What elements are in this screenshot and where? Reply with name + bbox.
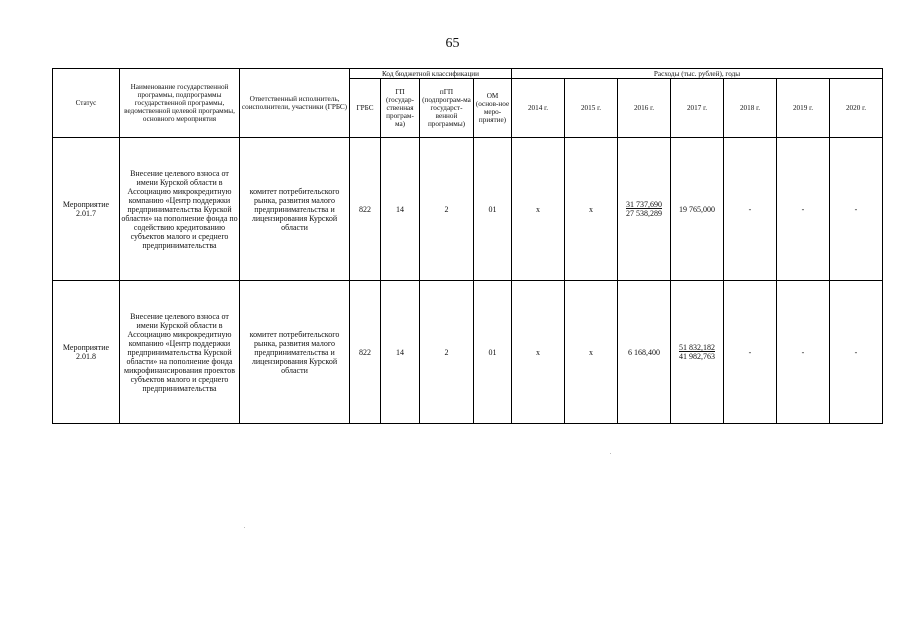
row-year-2018: - — [724, 281, 777, 424]
row-year-2014: х — [512, 281, 565, 424]
row-year-2018: - — [724, 138, 777, 281]
row-year-2020: - — [830, 281, 883, 424]
row-year-2014: х — [512, 138, 565, 281]
header-year-2015: 2015 г. — [565, 79, 618, 138]
row-status: Мероприятие 2.01.7 — [53, 138, 120, 281]
header-grbs: ГРБС — [350, 79, 381, 138]
row-year-2020: - — [830, 138, 883, 281]
header-name: Наименование государственной программы, подпрограммы государственной программы, ведомственной целевой программы, основного мероприятия — [120, 69, 240, 138]
header-gp: ГП (государ-ственная програм-ма) — [381, 79, 420, 138]
header-year-2017: 2017 г. — [671, 79, 724, 138]
table-row — [53, 138, 883, 281]
row-pgp: 2 — [420, 138, 474, 281]
row-year-2019: - — [777, 138, 830, 281]
scan-speck — [244, 527, 245, 528]
row-year-2015: х — [565, 138, 618, 281]
table-row — [53, 281, 883, 424]
header-year-2016: 2016 г. — [618, 79, 671, 138]
row-om: 01 — [474, 281, 512, 424]
row-status: Мероприятие 2.01.8 — [53, 281, 120, 424]
row-responsible: комитет потребительского рынка, развития малого предпринимательства и лицензирования Курской области — [240, 138, 350, 281]
row-grbs: 822 — [350, 138, 381, 281]
row-name: Внесение целевого взноса от имени Курской области в Ассоциацию микрокредитную компанию «Центр поддержки предпринимательства Курской области» на пополнение фонда микрофинансирования проектов субъектов малого и среднего предпринимательства — [120, 281, 240, 424]
row-pgp: 2 — [420, 281, 474, 424]
header-status: Статус — [53, 69, 120, 138]
page-number: 65 — [445, 36, 460, 51]
row-name: Внесение целевого взноса от имени Курской области в Ассоциацию микрокредитную компанию «Центр поддержки предпринимательства Курской области» на пополнение фонда по содействию кредитованию субъектов малого и среднего предпринимательства — [120, 138, 240, 281]
value-current: 27 538,289 — [626, 209, 662, 218]
header-year-2020: 2020 г. — [830, 79, 883, 138]
header-budget-code-group: Код бюджетной классификации — [350, 69, 512, 79]
row-year-2017 — [671, 281, 724, 424]
header-expenses-group: Расходы (тыс. рублей), годы — [512, 69, 883, 79]
header-pgp: пГП (подпрограм-ма государст-венной программы) — [420, 79, 474, 138]
row-year-2019: - — [777, 281, 830, 424]
row-gp: 14 — [381, 138, 420, 281]
budget-table — [52, 68, 883, 424]
row-year-2015: х — [565, 281, 618, 424]
value-previous: 31 737,690 — [626, 200, 662, 209]
table-header — [53, 69, 883, 138]
row-year-2017: 19 765,000 — [671, 138, 724, 281]
row-gp: 14 — [381, 281, 420, 424]
scan-speck — [610, 453, 611, 454]
row-year-2016 — [618, 138, 671, 281]
value-previous: 51 832,182 — [679, 343, 715, 352]
value-current: 41 982,763 — [679, 352, 715, 361]
row-responsible: комитет потребительского рынка, развития малого предпринимательства и лицензирования Курской области — [240, 281, 350, 424]
header-om: ОМ (основ-ное меро-приятие) — [474, 79, 512, 138]
header-year-2019: 2019 г. — [777, 79, 830, 138]
row-year-2016: 6 168,400 — [618, 281, 671, 424]
row-grbs: 822 — [350, 281, 381, 424]
row-om: 01 — [474, 138, 512, 281]
header-year-2014: 2014 г. — [512, 79, 565, 138]
header-year-2018: 2018 г. — [724, 79, 777, 138]
header-responsible: Ответственный исполнитель, соисполнители, участники (ГРБС) — [240, 69, 350, 138]
